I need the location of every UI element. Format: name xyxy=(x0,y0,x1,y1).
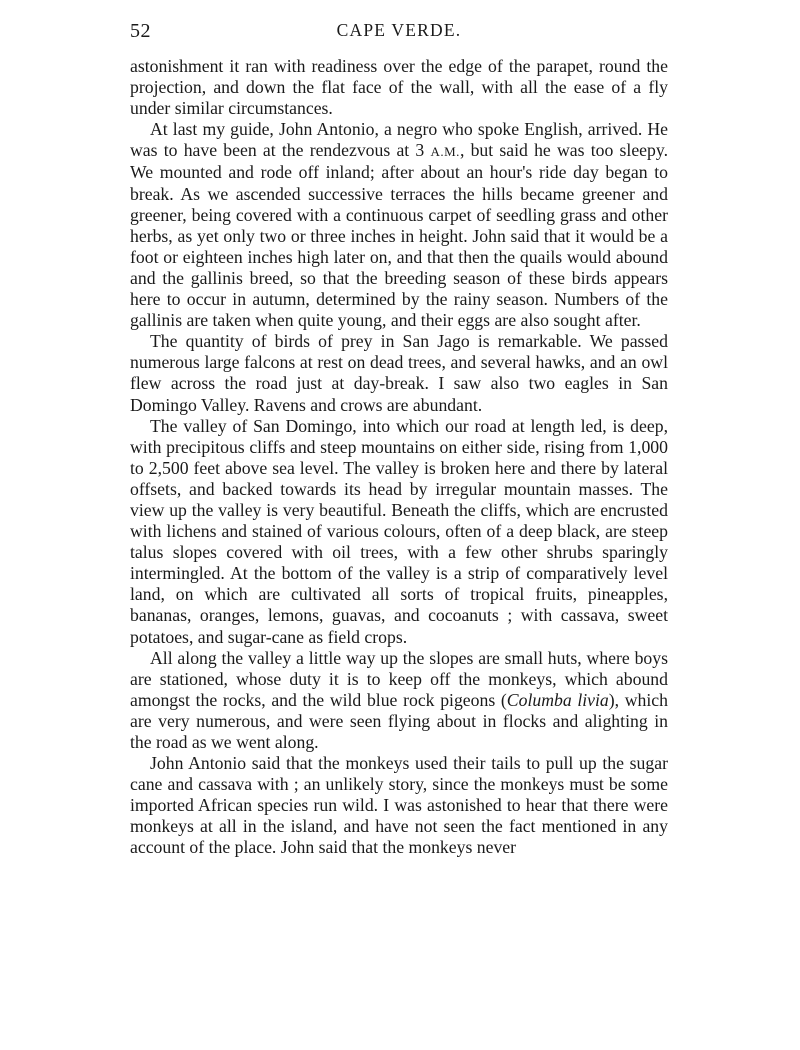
page-number: 52 xyxy=(130,20,151,42)
paragraph-monkeys: John Antonio said that the monkeys used their tails to pull up the sugar cane and cassava with ; an unlikely story, since the monkeys must be some imported African species run wild. I was astonished to hear that there were monkeys at all in the island, and have not seen the fact mentioned in any account of the place. John said that the monkeys never xyxy=(130,753,668,858)
running-title: CAPE VERDE. xyxy=(336,20,462,40)
paragraph-text: All along the valley a little way up the slopes are small huts, where boys are stationed, whose duty it is to keep off the monkeys, which abound amongst the rocks, and the wild blue rock pigeons ( xyxy=(130,647,668,710)
paragraph-san-domingo-valley: The valley of San Domingo, into which our road at length led, is deep, with precipitous cliffs and steep mountains on either side, rising from 1,000 to 2,500 feet above sea level. The valley is broken here and there by lateral offsets, and backed towards its head by irregular mountain masses. The view up the valley is very beautiful. Beneath the cliffs, which are encrusted with lichens and stained of various colours, often of a deep black, are steep talus slopes covered with oil trees, with a few other shrubs sparingly intermingled. At the bottom of the valley is a strip of comparatively level land, on which are cultivated all sorts of tropical fruits, pineapples, bananas, oranges, lemons, guavas, and cocoanuts ; with cassava, sweet potatoes, and sugar-cane as field crops. xyxy=(130,415,668,647)
paragraph-text: ), which are very numerous, and were seen flying about in flocks and alighting in the road as we went along. xyxy=(130,689,668,752)
running-head xyxy=(130,18,668,48)
paragraph-continuation: astonishment it ran with readiness over the edge of the parapet, round the projection, and down the flat face of the wall, with all the ease of a fly under similar circumstances. xyxy=(130,56,668,119)
species-name: Columba livia xyxy=(506,689,609,710)
paragraph-guide-arrival xyxy=(130,119,668,331)
body-text xyxy=(130,56,668,859)
book-page xyxy=(130,18,668,859)
paragraph-birds-of-prey: The quantity of birds of prey in San Jago is remarkable. We passed numerous large falcons at rest on dead trees, and several hawks, and an owl flew across the road just at day-break. I saw also two eagles in San Domingo Valley. Ravens and crows are abundant. xyxy=(130,331,668,415)
paragraph-text: At last my guide, John Antonio, a negro who spoke English, arrived. He was to have been at the rendezvous at 3 xyxy=(130,119,668,161)
paragraph-huts-and-pigeons xyxy=(130,648,668,753)
time-abbreviation: A.M. xyxy=(430,144,460,160)
paragraph-text: , but said he was too sleepy. We mounted and rode off inland; after about an hour's ride day began to break. As we ascended successive terraces the hills became greener and greener, being covered with a continuous carpet of seedling grass and other herbs, as yet only two or three inches in height. John said that it would be a foot or eighteen inches high later on, and that then the quails would abound and the gallinis breed, so that the breeding season of these birds appears here to occur in autumn, determined by the rainy season. Numbers of the gallinis are taken when quite young, and their eggs are also sought after. xyxy=(130,140,668,331)
